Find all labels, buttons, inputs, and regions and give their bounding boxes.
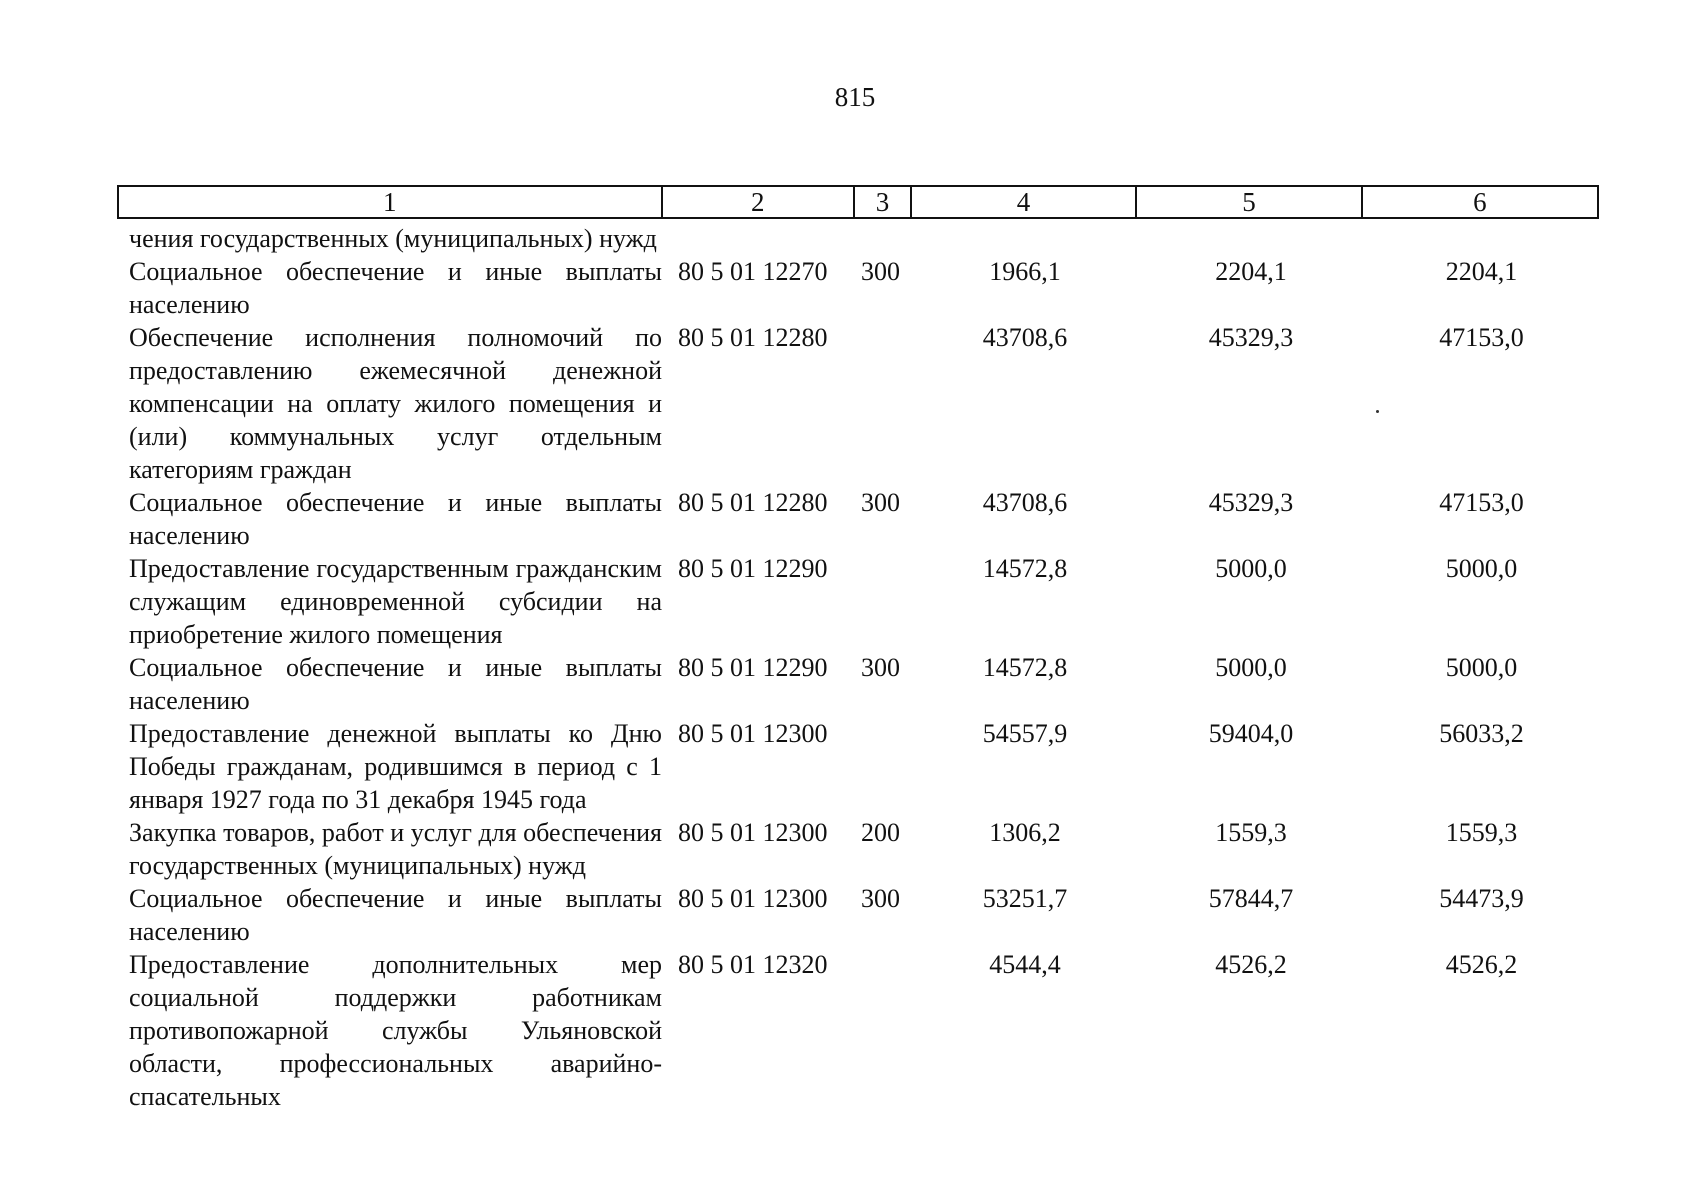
row-code: 80 5 01 12280 — [678, 323, 828, 352]
row-value-2: 1559,3 — [1215, 818, 1287, 847]
table-row — [117, 717, 1599, 816]
row-value-1: 1966,1 — [989, 257, 1061, 286]
row-value-2: 57844,7 — [1208, 884, 1294, 913]
row-type: 300 — [861, 488, 900, 517]
row-name: Социальное обеспечение и иные выплаты населению — [129, 488, 662, 550]
header-col-6: 6 — [1473, 187, 1487, 217]
table-row — [117, 321, 1599, 486]
row-name: Социальное обеспечение и иные выплаты населению — [129, 884, 662, 946]
row-name: Социальное обеспечение и иные выплаты населению — [129, 653, 662, 715]
table-row — [117, 882, 1599, 948]
row-value-1: 14572,8 — [982, 554, 1068, 583]
page-number: 815 — [834, 82, 876, 112]
row-code: 80 5 01 12280 — [678, 488, 828, 517]
header-col-4: 4 — [912, 187, 1137, 217]
table-row — [117, 486, 1599, 552]
header-col-1: 1 — [119, 187, 663, 217]
table-body — [117, 222, 1599, 1113]
row-value-3: 4526,2 — [1445, 950, 1518, 979]
row-code: 80 5 01 12270 — [678, 257, 828, 286]
row-value-3: 54473,9 — [1439, 884, 1524, 913]
row-value-1: 53251,7 — [982, 884, 1068, 913]
row-code: 80 5 01 12290 — [678, 653, 828, 682]
row-name: Обеспечение исполнения полномочий по предоставлению ежемесячной денежной компенсации на оплату жилого помещения и (или) коммунальных услуг отдельным категориям граждан — [129, 323, 662, 484]
row-value-1: 4544,4 — [989, 950, 1061, 979]
row-code: 80 5 01 12300 — [678, 818, 828, 847]
row-value-3 — [1364, 222, 1599, 255]
row-code: 80 5 01 12320 — [678, 950, 828, 979]
row-name: Предоставление государственным гражданским служащим единовременной субсидии на приобретение жилого помещения — [129, 554, 662, 649]
row-value-1: 43708,6 — [982, 488, 1068, 517]
row-type: 200 — [861, 818, 900, 847]
row-value-2: 45329,3 — [1208, 323, 1294, 352]
row-type — [855, 552, 912, 651]
row-name: чения государственных (муниципальных) нужд — [129, 224, 657, 253]
row-type: 300 — [861, 257, 900, 286]
row-name: Предоставление дополнительных мер социальной поддержки работникам противопожарной службы Ульяновской области, профессиональных аварийно-спасательных — [129, 950, 662, 1111]
table-row — [117, 552, 1599, 651]
row-value-3: 5000,0 — [1445, 653, 1518, 682]
row-type — [855, 222, 912, 255]
row-value-2: 45329,3 — [1208, 488, 1294, 517]
row-value-3: 1559,3 — [1445, 818, 1518, 847]
header-col-5: 5 — [1137, 187, 1362, 217]
row-value-2: 5000,0 — [1215, 653, 1287, 682]
row-value-3: 5000,0 — [1445, 554, 1518, 583]
table-row — [117, 948, 1599, 1113]
row-value-3: 47153,0 — [1439, 323, 1524, 352]
row-name: Закупка товаров, работ и услуг для обеспечения государственных (муниципальных) нужд — [129, 818, 662, 880]
table-row — [117, 222, 1599, 255]
row-name: Предоставление денежной выплаты ко Дню Победы гражданам, родившимся в период с 1 января 1927 года по 31 декабря 1945 года — [129, 719, 662, 814]
table-row — [117, 651, 1599, 717]
row-code — [662, 222, 855, 255]
row-type: 300 — [861, 884, 900, 913]
row-type: 300 — [861, 653, 900, 682]
row-code: 80 5 01 12290 — [678, 554, 828, 583]
row-code: 80 5 01 12300 — [678, 884, 828, 913]
header-col-2: 2 — [663, 187, 855, 217]
row-type — [855, 717, 912, 816]
row-name: Социальное обеспечение и иные выплаты населению — [129, 257, 662, 319]
row-value-3: 2204,1 — [1445, 257, 1518, 286]
table-header — [117, 185, 1599, 219]
row-type — [855, 321, 912, 486]
row-value-2: 2204,1 — [1215, 257, 1287, 286]
row-value-1 — [912, 222, 1138, 255]
scan-speck — [1376, 410, 1379, 413]
row-value-1: 43708,6 — [982, 323, 1068, 352]
row-value-1: 1306,2 — [989, 818, 1061, 847]
row-value-2: 59404,0 — [1208, 719, 1294, 748]
row-value-3: 56033,2 — [1439, 719, 1524, 748]
row-value-2: 4526,2 — [1215, 950, 1287, 979]
row-type — [855, 948, 912, 1113]
row-value-2: 5000,0 — [1215, 554, 1287, 583]
row-value-1: 54557,9 — [982, 719, 1068, 748]
table-row — [117, 255, 1599, 321]
row-value-3: 47153,0 — [1439, 488, 1524, 517]
row-value-2 — [1138, 222, 1364, 255]
row-value-1: 14572,8 — [982, 653, 1068, 682]
header-col-3: 3 — [855, 187, 912, 217]
row-code: 80 5 01 12300 — [678, 719, 828, 748]
table-row — [117, 816, 1599, 882]
